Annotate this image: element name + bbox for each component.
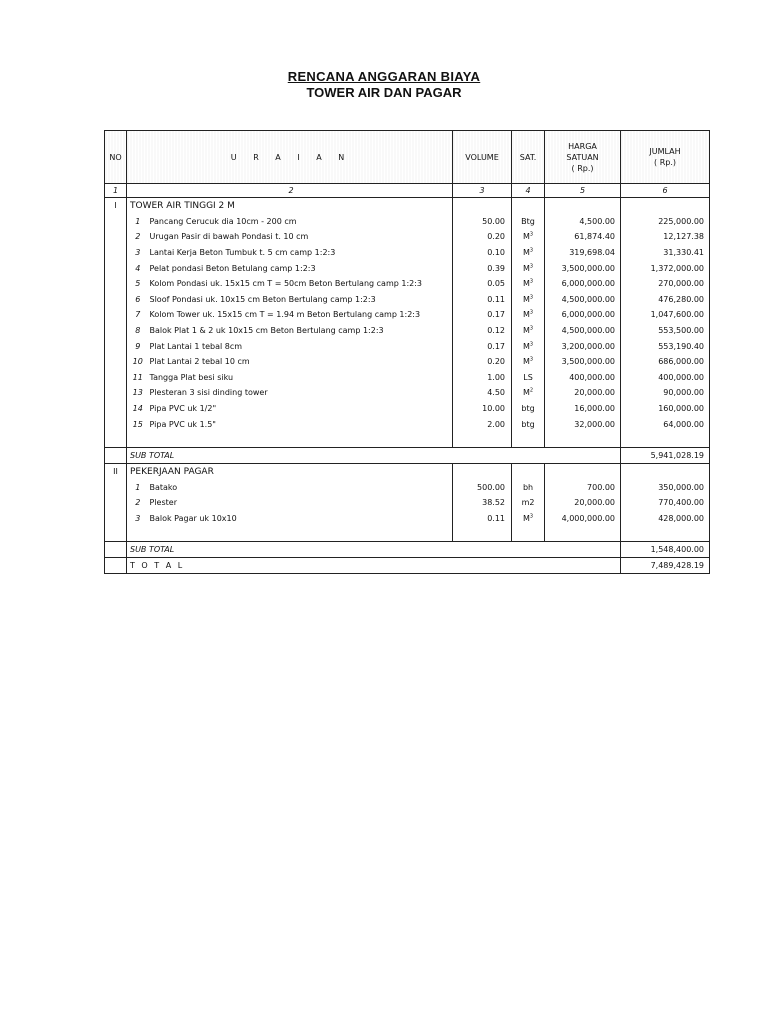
item-description: Pancang Cerucuk dia 10cm - 200 cm [147,214,453,230]
item-unit [512,354,545,370]
item-number: 3 [135,248,141,258]
item-unit [512,214,545,230]
item-volume: 2.00 [453,416,512,432]
item-unit-text: M [522,279,530,289]
table-row [105,338,710,354]
item-unit-price: 6,000,000.00 [545,307,621,323]
item-amount: 1,372,000.00 [621,260,710,276]
total-amount: 7,489,428.19 [621,558,710,574]
row-group-cell [105,542,127,558]
row-group-cell [105,495,127,511]
item-unit-text: btg [521,404,535,414]
header-harga-line1: HARGA [568,141,597,151]
item-number: 8 [135,326,141,336]
table-row [105,245,710,261]
unit-cell [512,198,545,214]
item-number: 2 [135,498,141,508]
item-unit [512,401,545,417]
item-unit [512,260,545,276]
header-uraian: U R A I A N [127,131,453,184]
row-group-cell [105,214,127,230]
item-volume: 10.00 [453,401,512,417]
item-unit-price: 3,500,000.00 [545,354,621,370]
table-row [105,276,710,292]
volume-cell [453,432,512,448]
item-unit-price: 32,000.00 [545,416,621,432]
item-description: Tangga Plat besi siku [147,370,453,386]
subtotal-label: SUB TOTAL [127,447,621,463]
section-number: II [105,463,127,479]
subtotal-row [105,447,710,463]
item-amount: 553,190.40 [621,338,710,354]
volume-cell [453,526,512,542]
spacer-row [105,432,710,448]
item-unit-price: 4,000,000.00 [545,511,621,527]
section-row [105,198,710,214]
item-amount: 350,000.00 [621,480,710,496]
item-unit-price: 20,000.00 [545,385,621,401]
row-group-cell [105,354,127,370]
table-row [105,214,710,230]
item-amount: 31,330.41 [621,245,710,261]
spacer-cell [127,526,453,542]
item-description: Pipa PVC uk 1/2" [147,401,453,417]
item-unit-text: M [522,341,530,351]
item-volume: 0.17 [453,338,512,354]
total-label: T O T A L [127,558,621,574]
row-group-cell [105,292,127,308]
unit-cell [512,526,545,542]
table-row [105,416,710,432]
item-amount: 225,000.00 [621,214,710,230]
volume-cell [453,198,512,214]
item-description: Kolom Tower uk. 15x15 cm T = 1.94 m Beton Bertulang camp 1:2:3 [147,307,453,323]
index-cell: 3 [453,184,512,198]
item-unit-text: bh [522,482,534,492]
spacer-cell [127,432,453,448]
item-unit-text: m2 [521,498,535,508]
item-unit-text: Btg [521,216,535,226]
item-number: 1 [135,216,141,226]
header-harga-line2: SATUAN [566,152,599,162]
amount-cell [621,432,710,448]
item-unit-price: 3,500,000.00 [545,260,621,276]
item-volume: 38.52 [453,495,512,511]
row-group-cell [105,323,127,339]
item-unit-price: 319,698.04 [545,245,621,261]
item-number: 4 [135,263,141,273]
item-unit-text: M [522,232,530,242]
item-number: 3 [135,513,141,523]
item-unit-exponent: 3 [529,513,534,520]
item-number: 9 [135,341,141,351]
item-unit [512,245,545,261]
item-unit-price: 20,000.00 [545,495,621,511]
item-unit-exponent: 3 [529,263,534,270]
item-volume: 0.11 [453,292,512,308]
item-description: Sloof Pondasi uk. 10x15 cm Beton Bertulang camp 1:2:3 [147,292,453,308]
item-unit-exponent: 3 [529,278,534,285]
item-number: 6 [135,294,141,304]
document-subtitle: TOWER AIR DAN PAGAR [306,85,462,100]
table-row [105,260,710,276]
table-row [105,495,710,511]
table-row [105,307,710,323]
item-volume: 500.00 [453,480,512,496]
item-unit [512,229,545,245]
subtotal-amount: 1,548,400.00 [621,542,710,558]
row-group-cell [105,338,127,354]
item-unit-text: M [522,326,530,336]
table-row [105,323,710,339]
row-group-cell [105,385,127,401]
item-description: Lantai Kerja Beton Tumbuk t. 5 cm camp 1:2:3 [147,245,453,261]
header-harga-satuan [545,131,621,184]
item-unit [512,276,545,292]
item-unit-price: 4,500.00 [545,214,621,230]
item-unit-text: M [522,294,530,304]
subtotal-row [105,542,710,558]
table-row [105,401,710,417]
item-amount: 686,000.00 [621,354,710,370]
amount-cell [621,526,710,542]
item-number: 10 [132,357,143,367]
item-unit-text: M [522,388,530,398]
section-title: TOWER AIR TINGGI 2 M [127,198,453,214]
item-unit-price: 700.00 [545,480,621,496]
budget-table [104,130,710,574]
volume-cell [453,463,512,479]
index-cell: 1 [105,184,127,198]
row-group-cell [105,432,127,448]
item-unit [512,495,545,511]
item-number: 13 [132,388,143,398]
item-amount: 1,047,600.00 [621,307,710,323]
item-amount: 160,000.00 [621,401,710,417]
item-unit-exponent: 3 [529,356,534,363]
item-unit [512,338,545,354]
item-number: 1 [135,482,141,492]
unit-cell [512,463,545,479]
document-title: RENCANA ANGGARAN BIAYA [287,69,481,84]
amount-cell [621,198,710,214]
price-cell [545,526,621,542]
item-unit-exponent: 3 [529,340,534,347]
table-row [105,480,710,496]
item-description: Pelat pondasi Beton Betulang camp 1:2:3 [147,260,453,276]
price-cell [545,432,621,448]
item-unit-exponent: 3 [529,325,534,332]
item-unit [512,511,545,527]
item-unit-price: 61,874.40 [545,229,621,245]
item-amount: 90,000.00 [621,385,710,401]
item-volume: 0.10 [453,245,512,261]
item-unit-exponent: 3 [529,247,534,254]
amount-cell [621,463,710,479]
item-unit-price: 6,000,000.00 [545,276,621,292]
row-group-cell [105,558,127,574]
item-volume: 0.17 [453,307,512,323]
item-unit-exponent: 3 [529,231,534,238]
header-jumlah-line2: ( Rp.) [654,158,676,167]
item-unit-exponent: 2 [529,387,534,394]
item-number: 14 [132,404,143,414]
header-jumlah [621,131,710,184]
column-index-row [105,184,710,198]
item-unit-text: M [522,248,530,258]
item-volume: 0.39 [453,260,512,276]
index-cell: 6 [621,184,710,198]
table-header-row [105,131,710,184]
table-row [105,385,710,401]
header-jumlah-line1: JUMLAH [649,147,681,156]
item-unit-exponent: 3 [529,309,534,316]
item-number: 7 [135,310,141,320]
row-group-cell [105,416,127,432]
item-unit-price: 400,000.00 [545,370,621,386]
item-unit [512,385,545,401]
item-unit-text: M [522,513,530,523]
table-row [105,292,710,308]
item-volume: 1.00 [453,370,512,386]
row-group-cell [105,447,127,463]
item-volume: 0.12 [453,323,512,339]
subtotal-label: SUB TOTAL [127,542,621,558]
price-cell [545,463,621,479]
item-description: Balok Plat 1 & 2 uk 10x15 cm Beton Bertulang camp 1:2:3 [147,323,453,339]
row-group-cell [105,370,127,386]
section-title: PEKERJAAN PAGAR [127,463,453,479]
item-unit [512,480,545,496]
item-description: Pipa PVC uk 1.5" [147,416,453,432]
total-row [105,558,710,574]
item-description: Plat Lantai 2 tebal 10 cm [147,354,453,370]
item-description: Kolom Pondasi uk. 15x15 cm T = 50cm Beton Bertulang camp 1:2:3 [147,276,453,292]
row-group-cell [105,511,127,527]
index-cell: 4 [512,184,545,198]
row-group-cell [105,276,127,292]
section-number: I [105,198,127,214]
item-volume: 0.11 [453,511,512,527]
header-harga-line3: ( Rp.) [571,163,594,173]
subtotal-amount: 5,941,028.19 [621,447,710,463]
item-amount: 270,000.00 [621,276,710,292]
item-unit-price: 4,500,000.00 [545,292,621,308]
row-group-cell [105,229,127,245]
item-amount: 770,400.00 [621,495,710,511]
item-description: Plester [147,495,453,511]
item-unit-price: 3,200,000.00 [545,338,621,354]
item-unit-price: 4,500,000.00 [545,323,621,339]
item-unit [512,292,545,308]
item-unit-text: LS [523,372,533,382]
header-no: NO [105,131,127,184]
item-volume: 0.20 [453,354,512,370]
index-cell: 5 [545,184,621,198]
header-sat: SAT. [512,131,545,184]
item-number: 11 [132,372,143,382]
item-unit-text: btg [521,419,535,429]
row-group-cell [105,480,127,496]
item-amount: 64,000.00 [621,416,710,432]
item-unit [512,370,545,386]
row-group-cell [105,245,127,261]
item-amount: 476,280.00 [621,292,710,308]
item-amount: 400,000.00 [621,370,710,386]
item-volume: 4.50 [453,385,512,401]
table-row [105,229,710,245]
item-volume: 50.00 [453,214,512,230]
item-unit [512,307,545,323]
row-group-cell [105,260,127,276]
spacer-row [105,526,710,542]
table-row [105,354,710,370]
item-unit-text: M [522,263,530,273]
index-cell: 2 [127,184,453,198]
item-unit [512,416,545,432]
header-volume: VOLUME [453,131,512,184]
item-unit [512,323,545,339]
item-unit-exponent: 3 [529,294,534,301]
item-volume: 0.05 [453,276,512,292]
row-group-cell [105,401,127,417]
item-description: Urugan Pasir di bawah Pondasi t. 10 cm [147,229,453,245]
item-description: Plat Lantai 1 tebal 8cm [147,338,453,354]
unit-cell [512,432,545,448]
table-row [105,370,710,386]
item-number: 2 [135,232,141,242]
table-row [105,511,710,527]
row-group-cell [105,526,127,542]
item-volume: 0.20 [453,229,512,245]
item-number: 15 [132,419,143,429]
item-unit-price: 16,000.00 [545,401,621,417]
item-unit-text: M [522,357,530,367]
item-description: Batako [147,480,453,496]
item-amount: 553,500.00 [621,323,710,339]
item-amount: 428,000.00 [621,511,710,527]
row-group-cell [105,307,127,323]
price-cell [545,198,621,214]
item-unit-text: M [522,310,530,320]
item-description: Plesteran 3 sisi dinding tower [147,385,453,401]
item-amount: 12,127.38 [621,229,710,245]
item-number: 5 [135,279,141,289]
item-description: Balok Pagar uk 10x10 [147,511,453,527]
section-row [105,463,710,479]
